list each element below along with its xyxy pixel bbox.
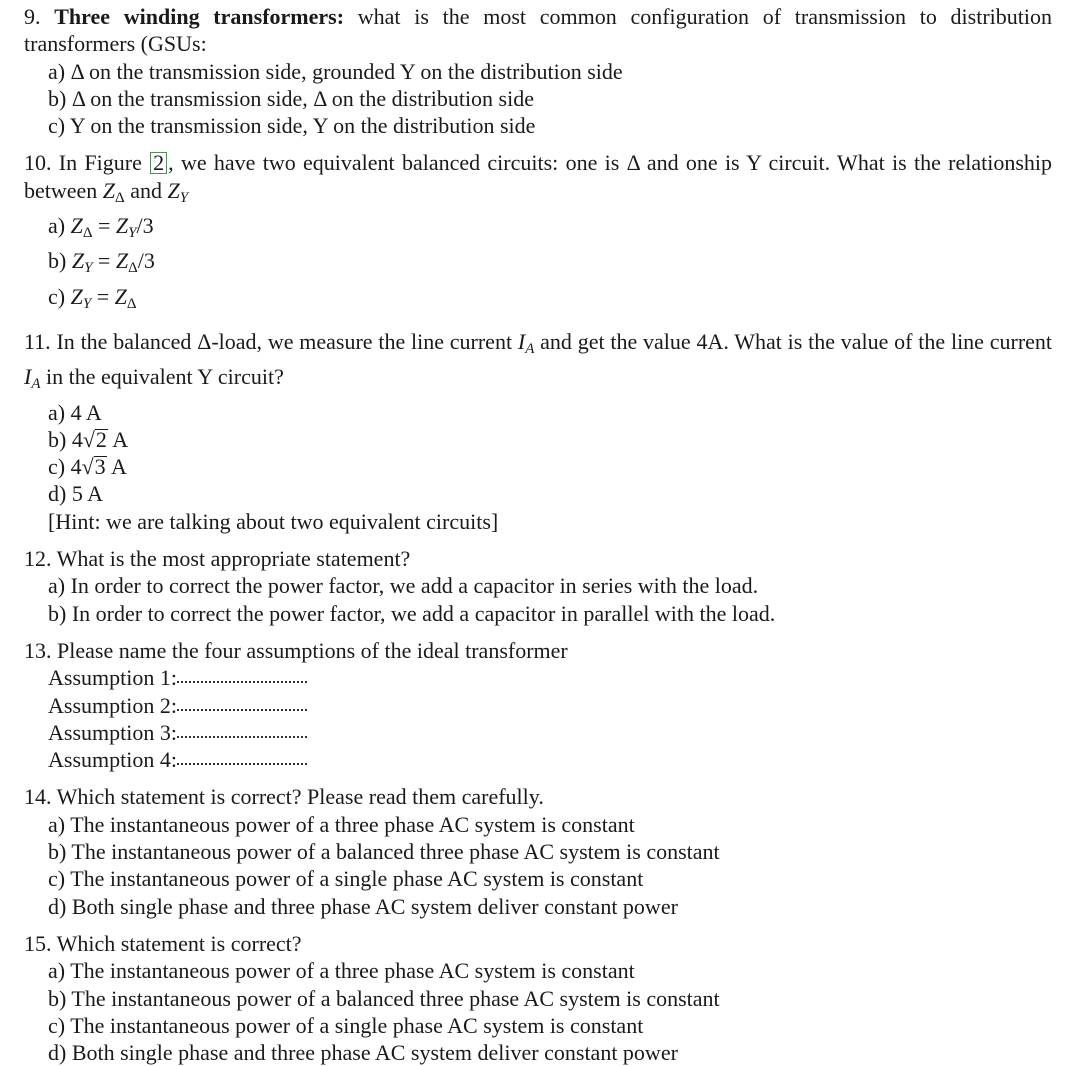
option-15d: d) Both single phase and three phase AC system deliver constant power [48,1040,678,1066]
question-12-stem: 12. What is the most appropriate statement? [24,546,411,572]
option-11d: d) 5 A [48,481,103,507]
answer-blank [177,732,307,738]
question-11-hint: [Hint: we are talking about two equivalent circuits] [48,508,499,534]
option-14d: d) Both single phase and three phase AC system deliver constant power [48,893,678,919]
question-9 [24,3,1052,139]
question-11 [24,328,1052,535]
question-12 [24,545,1052,627]
answer-blank [177,705,307,711]
question-13 [24,637,1052,773]
option-10b: b) ZY = $Z_\Delta/3$ [48,248,155,277]
answer-blank [177,677,307,683]
option-14a: a) The instantaneous power of a three phase AC system is constant [48,811,635,837]
question-9-text: what is the most common configuration of transmission to distribution transformers (GSUs: [24,4,1052,57]
question-13-stem: 13. Please name the four assumptions of the ideal transformer [24,637,568,663]
question-9-stem [24,3,1052,58]
question-11-stem: 11. In the balanced Δ-load, we measure the line current IA and get the value 4A. What is the value of the line current IA in the equivalent Y circuit? [24,328,1053,393]
option-14b: b) The instantaneous power of a balanced three phase AC system is constant [48,839,720,865]
option-9c: c) Y on the transmission side, Y on the distribution side [48,113,536,139]
assumption-1: Assumption 1: [24,664,1052,691]
question-15 [24,930,1052,1066]
figure-2-link[interactable]: 2 [150,152,167,174]
option-9b: b) Δ on the transmission side, Δ on the distribution side [48,85,534,111]
option-10c: c) ZY = $Z_\Delta$ [48,283,137,312]
answer-blank [177,759,307,765]
question-15-stem: 15. Which statement is correct? [24,930,302,956]
option-12a: a) In order to correct the power factor, we add a capacitor in series with the load. [48,573,759,599]
option-11b: b) 4√2 A [48,426,129,452]
option-11a: a) 4 A [48,399,102,425]
question-14-stem: 14. Which statement is correct? Please read them carefully. [24,784,544,810]
assumption-2: Assumption 2: [24,692,1052,719]
question-10 [24,149,1052,317]
option-15b: b) The instantaneous power of a balanced three phase AC system is constant [48,985,720,1011]
option-10a: a) $Z_\Delta = ZY/3$ [48,213,154,242]
option-9a: a) Δ on the transmission side, grounded Y on the distribution side [48,58,623,84]
question-9-title: Three winding transformers: [54,4,345,29]
option-15a: a) The instantaneous power of a three phase AC system is constant [48,958,635,984]
option-12b: b) In order to correct the power factor, we add a capacitor in parallel with the load. [48,600,776,626]
option-11c: c) 4√3 A [48,454,127,480]
option-15c: c) The instantaneous power of a single phase AC system is constant [48,1012,644,1038]
question-10-stem: 10. In Figure 2 , we have two equivalent balanced circuits: one is Δ and one is Y circuit. What is the relationship between $Z_\Delta$ and ZY [24,150,1052,206]
question-14 [24,783,1052,919]
assumption-4: Assumption 4: [24,746,1052,773]
question-number: 9. [24,4,41,29]
assumption-3: Assumption 3: [24,719,1052,746]
option-14c: c) The instantaneous power of a single phase AC system is constant [48,866,644,892]
